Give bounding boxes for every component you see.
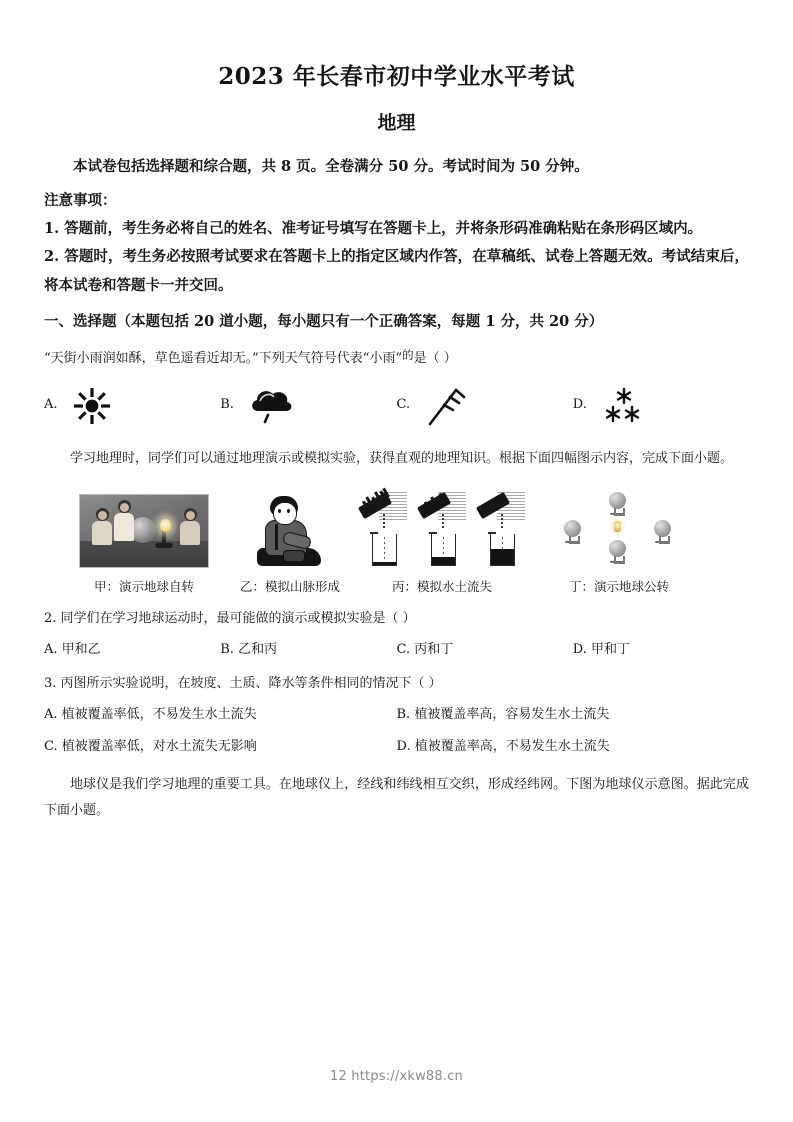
- exam-lead-instruction: 本试卷包括选择题和综合题，共 8 页。全卷满分 50 分。考试时间为 50 分钟。: [73, 157, 589, 175]
- figure-caption-bing: 丙：模拟水土流失: [391, 578, 492, 594]
- notice-item-1: 1. 答题前，考生务必将自己的姓名、准考证号填写在答题卡上，并将条形码准确粘贴在条形码区域内。: [44, 220, 703, 238]
- question-3-option-a[interactable]: [44, 703, 397, 728]
- student-figure: [180, 508, 200, 545]
- erosion-set-2: [417, 492, 467, 568]
- option-letter-d: D.: [572, 397, 587, 413]
- eye-shape: [287, 509, 290, 513]
- beaker-shape: [490, 534, 515, 566]
- question-3-options-row-1: [44, 696, 749, 728]
- experiment-figure-strip: [44, 472, 749, 597]
- notice-heading: 注意事项：: [44, 191, 117, 209]
- option-letter-a: A.: [44, 397, 58, 413]
- question-3-option-d[interactable]: [397, 735, 750, 760]
- figure-caption-ding: 丁：演示地球公转: [568, 578, 669, 594]
- figure-item-yi: [230, 490, 350, 597]
- runoff-stream-shape: [442, 514, 444, 530]
- soil-erosion-beakers-illustration: [358, 492, 526, 568]
- figure-caption-yi: 乙：模拟山脉形成: [239, 578, 340, 594]
- water-level-marker: [384, 537, 385, 562]
- light-rain-weather-icon: [248, 386, 296, 426]
- question-1-stem: [44, 335, 749, 371]
- question-1-stem-tail: 是（ ）: [413, 351, 457, 367]
- question-1-option-d[interactable]: [573, 385, 749, 427]
- beaker-lip-shape: [429, 532, 437, 534]
- sediment-shape: [373, 562, 396, 565]
- option-text-a: 甲和乙: [61, 641, 101, 657]
- snow-weather-icon: [601, 385, 647, 427]
- figure-item-ding: [534, 490, 704, 597]
- figure-item-jia: [58, 490, 230, 597]
- question-1-options: [44, 372, 749, 434]
- student-figure: [92, 508, 112, 545]
- question-2-option-d[interactable]: [573, 638, 749, 663]
- option-letter-d: D.: [572, 641, 587, 657]
- globe-shape: [564, 520, 581, 537]
- sediment-shape: [491, 549, 514, 565]
- question-3-options-row-2: [44, 728, 749, 760]
- lamp-base-shape: [155, 543, 173, 548]
- face-shape: [273, 502, 297, 525]
- globe-shape: [609, 540, 626, 557]
- option-letter-b: B.: [220, 397, 234, 413]
- globe-shape: [609, 492, 626, 509]
- runoff-stream-shape: [501, 514, 503, 530]
- beaker-lip-shape: [370, 532, 378, 534]
- page-watermark: 12 https://xkw88.cn: [330, 1069, 463, 1084]
- boy-folding-soil-illustration: [253, 494, 327, 568]
- option-letter-c: C.: [396, 641, 411, 657]
- figure-art-yi: [253, 490, 327, 568]
- globe-intro-passage: 地球仪是我们学习地理的重要工具。在地球仪上，经线和纬线相互交织，形成经纬网。下图为地球仪示意图。据此完成下面小题。: [44, 776, 749, 818]
- wind-barb-weather-icon: [424, 384, 468, 428]
- question-1-stem-text: “天街小雨润如酥，草色遥看近却无。”下列天气符号代表“小雨”: [44, 351, 403, 367]
- globe-shape: [654, 520, 671, 537]
- question-1-option-a[interactable]: [44, 386, 220, 426]
- option-letter-a: A.: [44, 707, 58, 723]
- option-text-c: 丙和丁: [414, 641, 454, 657]
- option-letter-a: A.: [44, 641, 58, 657]
- figure-art-ding: [560, 490, 678, 568]
- figure-art-bing: [358, 490, 526, 568]
- option-letter-c: C.: [396, 397, 411, 413]
- runoff-stream-shape: [383, 514, 385, 530]
- erosion-set-1: [358, 492, 408, 568]
- question-2-options: [44, 631, 749, 663]
- option-text-c: 植被覆盖率低，对水土流失无影响: [61, 738, 257, 754]
- option-text-b: 植被覆盖率高，容易发生水土流失: [414, 707, 610, 723]
- sun-lamp-shape: [614, 521, 621, 532]
- figure-item-bing: [350, 490, 534, 597]
- option-text-d: 甲和丁: [590, 641, 630, 657]
- option-text-b: 乙和丙: [238, 641, 278, 657]
- option-letter-c: C.: [44, 738, 58, 754]
- beaker-shape: [372, 534, 397, 566]
- figure-art-jia: [79, 490, 209, 568]
- globes-orbit-sun-illustration: [560, 490, 678, 568]
- option-letter-b: B.: [396, 707, 411, 723]
- question-2-option-a[interactable]: [44, 638, 220, 663]
- question-3-stem: 3. 丙图所示实验说明，在坡度、土质、降水等条件相同的情况下（ ）: [44, 676, 442, 692]
- student-figure: [114, 500, 134, 541]
- question-1-option-b[interactable]: [220, 386, 396, 426]
- shirt-stripe-shape: [275, 524, 278, 550]
- option-letter-b: B.: [220, 641, 234, 657]
- question-3-option-c[interactable]: [44, 735, 397, 760]
- question-3-option-b[interactable]: [397, 703, 750, 728]
- question-2-stem: 2. 同学们在学习地球运动时，最可能做的演示或模拟实验是（ ）: [44, 610, 416, 626]
- sunny-weather-icon: [72, 386, 112, 426]
- option-text-a: 植被覆盖率低，不易发生水土流失: [61, 707, 257, 723]
- option-letter-d: D.: [396, 738, 411, 754]
- students-globe-lamp-photo: [79, 494, 209, 568]
- lamp-bulb-shape: [160, 519, 171, 532]
- subject-title: 地理: [377, 111, 416, 134]
- figure-caption-jia: 甲：演示地球自转: [93, 578, 194, 594]
- question-1-stem-raised: 的: [402, 348, 414, 363]
- sediment-shape: [432, 557, 455, 565]
- option-text-d: 植被覆盖率高，不易发生水土流失: [414, 738, 610, 754]
- question-1-option-c[interactable]: [397, 384, 573, 428]
- question-2-option-c[interactable]: [397, 638, 573, 663]
- experiments-intro-passage: 学习地理时，同学们可以通过地理演示或模拟实验，获得直观的地理知识。根据下面四幅图示内容，完成下面小题。: [70, 450, 734, 466]
- notice-item-2: 2. 答题时，考生务必按照考试要求在答题卡上的指定区域内作答，在草稿纸、试卷上答题无效。考试结束后，将本试卷和答题卡一并交回。: [44, 248, 749, 294]
- erosion-set-3: [476, 492, 526, 568]
- question-2-option-b[interactable]: [220, 638, 396, 663]
- eye-shape: [278, 509, 281, 513]
- section-heading-multiple-choice: 一、选择题（本题包括 20 道小题，每小题只有一个正确答案，每题 1 分，共 20 分）: [44, 312, 604, 330]
- soil-mound-shape: [283, 550, 305, 562]
- page-title: 2023 年长春市初中学业水平考试: [218, 63, 575, 90]
- beaker-shape: [431, 534, 456, 566]
- beaker-lip-shape: [488, 532, 496, 534]
